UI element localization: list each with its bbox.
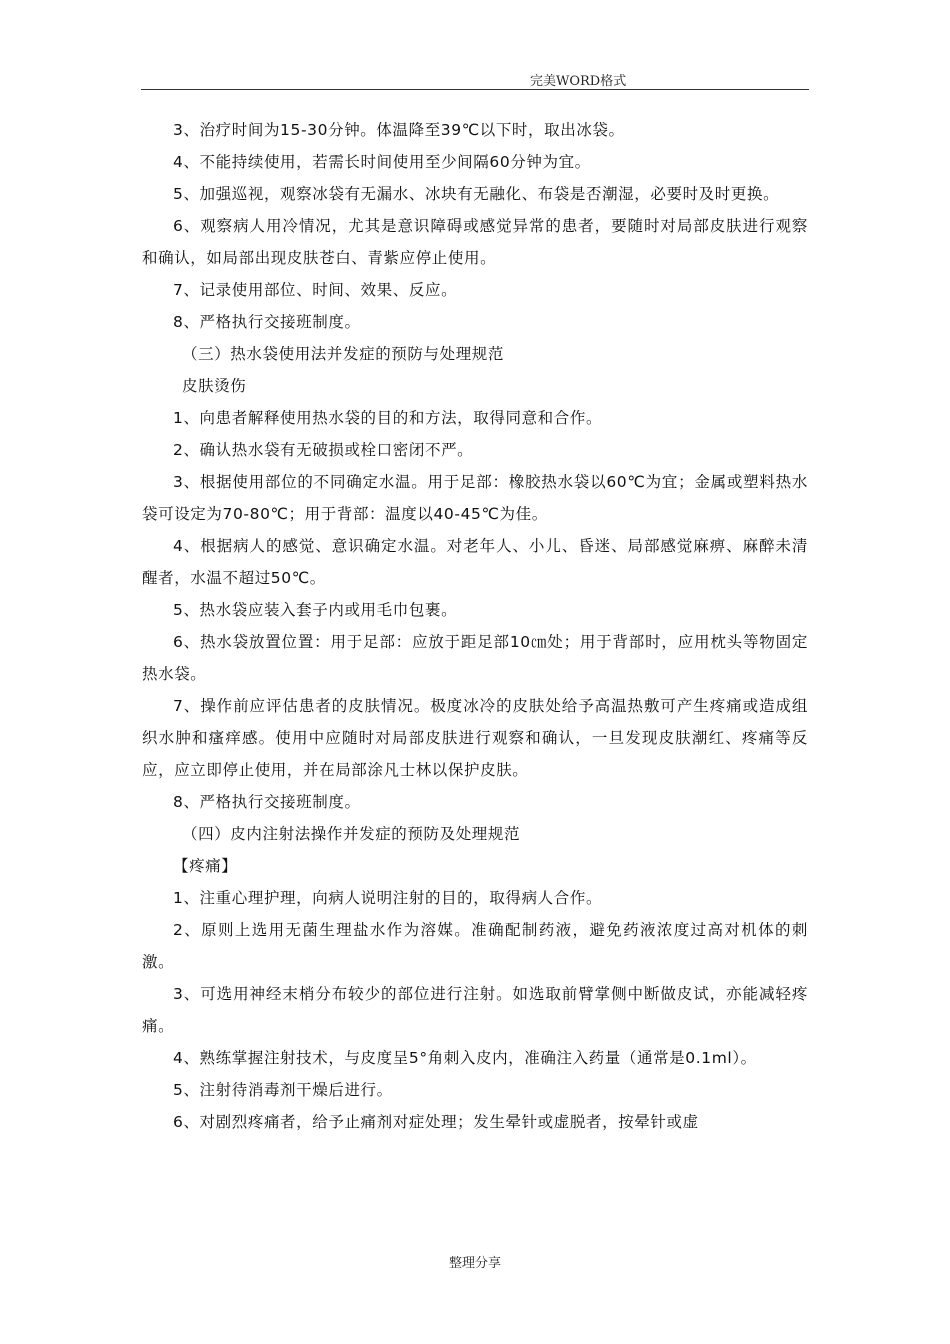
paragraph: 8、严格执行交接班制度。 (173, 793, 361, 811)
paragraph: 5、注射待消毒剂干燥后进行。 (173, 1081, 393, 1099)
subsection-heading: 皮肤烫伤 (182, 377, 247, 395)
page-footer (0, 1252, 950, 1271)
paragraph: 1、注重心理护理，向病人说明注射的目的，取得病人合作。 (173, 889, 603, 907)
paragraph: 4、熟练掌握注射技术，与皮度呈5°角刺入皮内，准确注入药量（通常是0.1ml）。 (173, 1049, 757, 1067)
paragraph: 3、可选用神经末梢分布较少的部位进行注射。如选取前臂掌侧中断做皮试，亦能减轻疼痛。 (142, 985, 808, 1035)
paragraph: 3、根据使用部位的不同确定水温。用于足部：橡胶热水袋以60℃为宜；金属或塑料热水袋可设定为70-80℃；用于背部：温度以40-45℃为佳。 (142, 473, 808, 523)
paragraph: 2、确认热水袋有无破损或栓口密闭不严。 (173, 441, 474, 459)
paragraph: 3、治疗时间为15-30分钟。体温降至39℃以下时，取出冰袋。 (173, 121, 625, 139)
header-divider (141, 89, 809, 90)
section-heading: （四）皮内注射法操作并发症的预防及处理规范 (182, 825, 521, 843)
paragraph: 6、热水袋放置位置：用于足部：应放于距足部10㎝处；用于背部时，应用枕头等物固定热水袋。 (142, 633, 808, 683)
subsection-heading: 【疼痛】 (173, 857, 238, 875)
paragraph: 4、根据病人的感觉、意识确定水温。对老年人、小儿、昏迷、局部感觉麻痹、麻醉未清醒者，水温不超过50℃。 (142, 537, 808, 587)
paragraph: 6、对剧烈疼痛者，给予止痛剂对症处理；发生晕针或虚脱者，按晕针或虚 (173, 1113, 699, 1131)
paragraph: 6、观察病人用冷情况，尤其是意识障碍或感觉异常的患者，要随时对局部皮肤进行观察和确认，如局部出现皮肤苍白、青紫应停止使用。 (142, 217, 808, 267)
paragraph: 1、向患者解释使用热水袋的目的和方法，取得同意和合作。 (173, 409, 603, 427)
paragraph: 2、原则上选用无菌生理盐水作为溶媒。准确配制药液，避免药液浓度过高对机体的刺激。 (142, 921, 808, 971)
footer-text: 整理分享 (448, 1256, 501, 1271)
paragraph: 7、操作前应评估患者的皮肤情况。极度冰冷的皮肤处给予高温热敷可产生疼痛或造成组织水肿和瘙痒感。使用中应随时对局部皮肤进行观察和确认，一旦发现皮肤潮红、疼痛等反应，应立即停止使用，并在局部涂凡士林以保护皮肤。 (142, 697, 808, 779)
paragraph: 5、加强巡视，观察冰袋有无漏水、冰块有无融化、布袋是否潮湿，必要时及时更换。 (173, 185, 780, 203)
paragraph: 8、严格执行交接班制度。 (173, 313, 361, 331)
header-text: 完美WORD格式 (530, 74, 627, 89)
paragraph: 7、记录使用部位、时间、效果、反应。 (173, 281, 458, 299)
paragraph: 4、不能持续使用，若需长时间使用至少间隔60分钟为宜。 (173, 153, 591, 171)
document-body (142, 114, 808, 1138)
paragraph: 5、热水袋应装入套子内或用毛巾包裹。 (173, 601, 458, 619)
section-heading: （三）热水袋使用法并发症的预防与处理规范 (182, 345, 505, 363)
